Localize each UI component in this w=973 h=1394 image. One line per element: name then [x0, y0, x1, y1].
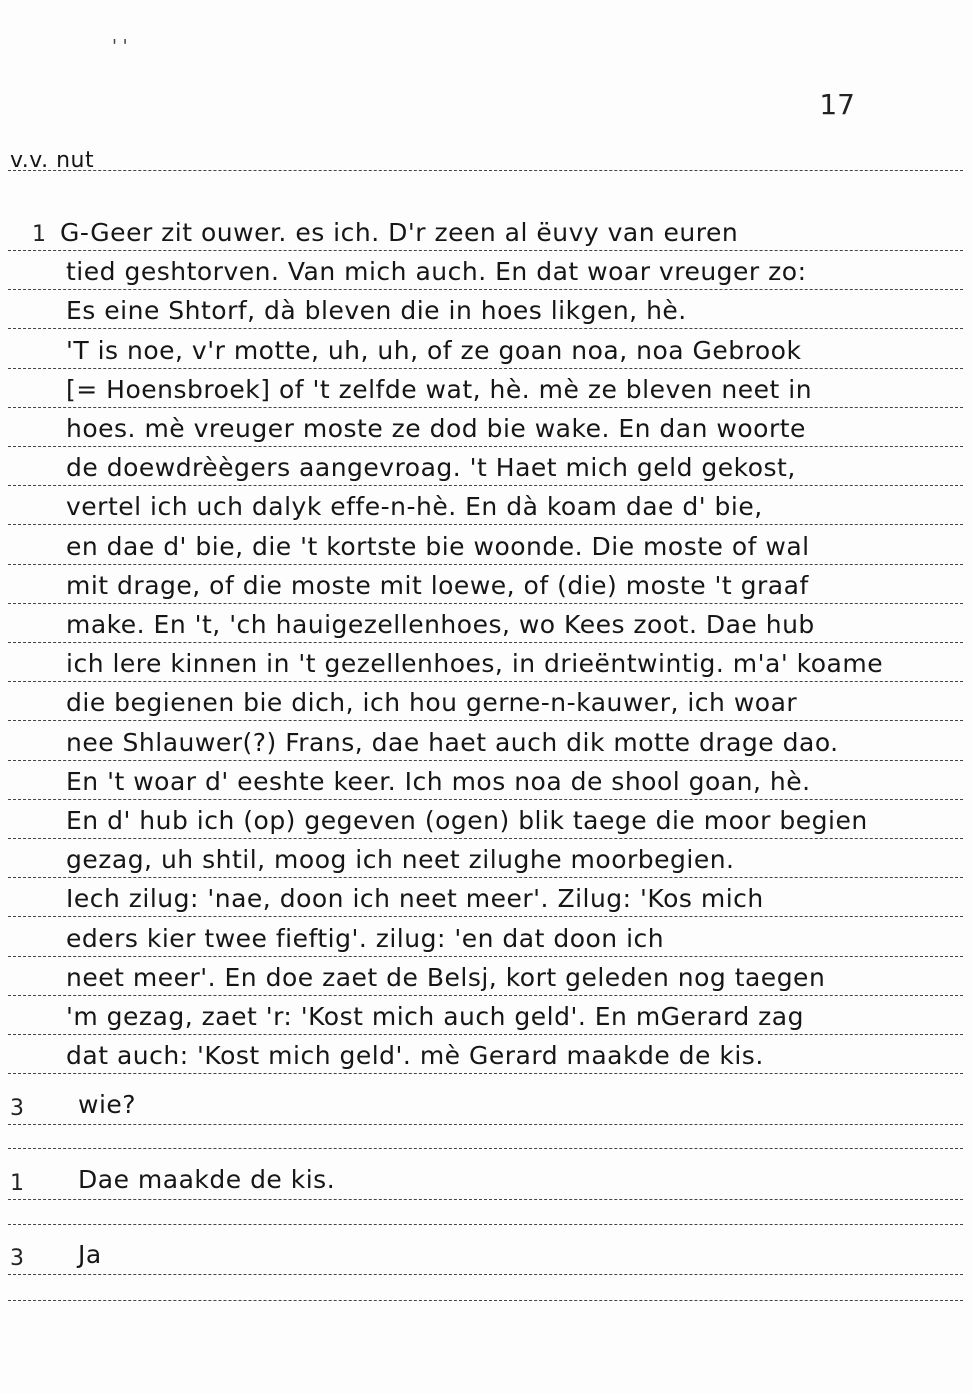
handwritten-line: nee Shlauwer(?) Frans, dae haet auch dik motte drage dao.	[66, 727, 839, 757]
header-label: v.v. nut	[10, 148, 95, 173]
handwritten-line: tied geshtorven. Van mich auch. En dat woar vreuger zo:	[66, 257, 807, 287]
ruled-line	[8, 170, 963, 171]
ruled-line	[8, 564, 963, 565]
handwritten-line: Iech zilug: 'nae, doon ich neet meer'. Zilug: 'Kos mich	[66, 884, 764, 914]
handwritten-line: En d' hub ich (op) gegeven (ogen) blik taege die moor begien	[66, 806, 868, 835]
handwritten-line: de doewdrèègers aangevroag. 't Haet mich geld gekost,	[66, 453, 796, 483]
ruled-line	[8, 603, 963, 604]
handwritten-line: 'm gezag, zaet 'r: 'Kost mich auch geld'. En mGerard zag	[66, 1002, 804, 1031]
ruled-line	[8, 681, 963, 682]
ruled-line	[8, 524, 963, 525]
dialogue-line: wie?	[78, 1090, 137, 1119]
speaker-marker: 3	[10, 1096, 24, 1121]
speaker-marker: 1	[32, 222, 46, 247]
ruled-line	[8, 642, 963, 643]
ruled-line	[8, 956, 963, 957]
ruled-line	[8, 799, 963, 800]
ruled-line	[8, 1199, 963, 1200]
ruled-line	[8, 1274, 963, 1275]
ruled-line	[8, 446, 963, 447]
page-number: 17	[819, 88, 855, 121]
ruled-line	[8, 1300, 963, 1301]
speaker-marker: 3	[10, 1246, 24, 1271]
handwritten-line: mit drage, of die moste mit loewe, of (die) moste 't graaf	[66, 570, 809, 600]
ruled-line	[8, 1224, 963, 1225]
handwritten-line: neet meer'. En doe zaet de Belsj, kort geleden nog taegen	[66, 962, 826, 992]
ruled-line	[8, 407, 963, 408]
handwritten-line: make. En 't, 'ch hauigezellenhoes, wo Kees zoot. Dae hub	[66, 610, 815, 639]
ruled-line	[8, 995, 963, 996]
dialogue-line: Dae maakde de kis.	[78, 1165, 336, 1194]
handwritten-line: ich lere kinnen in 't gezellenhoes, in drieëntwintig. m'a' koame	[66, 649, 884, 679]
ruled-line	[8, 1034, 963, 1035]
handwritten-line: dat auch: 'Kost mich geld'. mè Gerard maakde de kis.	[66, 1041, 764, 1071]
handwritten-line: hoes. mè vreuger moste ze dod bie wake. En dan woorte	[66, 414, 806, 443]
ruled-line	[8, 250, 963, 251]
ruled-line	[8, 877, 963, 878]
handwritten-line: vertel ich uch dalyk effe-n-hè. En dà koam dae d' bie,	[66, 492, 763, 522]
speaker-marker: 1	[10, 1171, 24, 1196]
handwritten-line: Es eine Shtorf, dà bleven die in hoes likgen, hè.	[66, 296, 687, 326]
handwritten-line: gezag, uh shtil, moog ich neet zilughe moorbegien.	[66, 845, 735, 875]
handwritten-line: [= Hoensbroek] of 't zelfde wat, hè. mè ze bleven neet in	[66, 374, 813, 404]
ruled-line	[8, 760, 963, 761]
dialogue-line: Ja	[78, 1240, 102, 1269]
ruled-line	[8, 289, 963, 290]
ruled-line	[8, 1148, 963, 1149]
ruled-line	[8, 485, 963, 486]
handwritten-line: G-Geer zit ouwer. es ich. D'r zeen al ëuvy van euren	[60, 218, 739, 247]
handwritten-line: En 't woar d' eeshte keer. Ich mos noa de shool goan, hè.	[66, 766, 811, 796]
handwritten-line: en dae d' bie, die 't kortste bie woonde. Die moste of wal	[66, 531, 810, 561]
ruled-line	[8, 720, 963, 721]
ruled-line	[8, 838, 963, 839]
ruled-line	[8, 328, 963, 329]
ruled-line	[8, 916, 963, 917]
handwritten-line: die begienen bie dich, ich hou gerne-n-kauwer, ich woar	[66, 688, 798, 718]
ruled-line	[8, 1073, 963, 1074]
handwritten-line: eders kier twee fieftig'. zilug: 'en dat doon ich	[66, 923, 665, 953]
handwritten-line: 'T is noe, v'r motte, uh, uh, of ze goan noa, noa Gebrook	[66, 335, 802, 365]
ruled-line	[8, 1124, 963, 1125]
ruled-line	[8, 368, 963, 369]
speck-marks: ' '	[112, 36, 128, 57]
